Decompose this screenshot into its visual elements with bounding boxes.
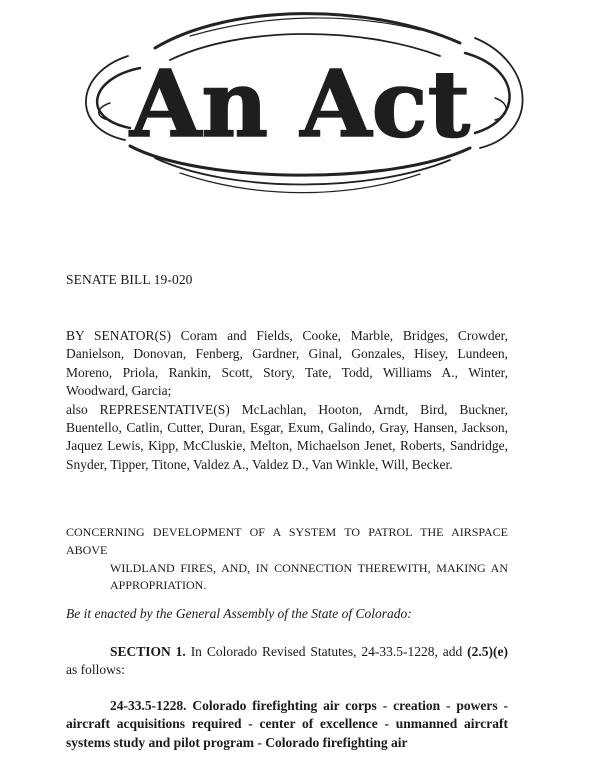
concerning-rest: WILDLAND FIRES, AND, IN CONNECTION THEREWITH, MAKING AN APPROPRIATION. [110,560,508,593]
house-sponsors: also REPRESENTATIVE(S) McLachlan, Hooton, Arndt, Bird, Buckner, Buentello, Catlin, Cutter, Duran, Esgar, Exum, Galindo, Gray, Hansen, Jackson, Jaquez Lewis, Kipp, McCluskie, Melton, Michaelson Jenet, Roberts, Sandridge, Snyder, Tipper, Titone, Valdez A., Valdez D., Van Winkle, Will, Becker. [66,401,508,472]
section-text: In Colorado Revised Statutes, 24-33.5-1228, add [185,644,463,659]
senate-sponsors: BY SENATOR(S) Coram and Fields, Cooke, Marble, Bridges, Crowder, Danielson, Donovan, Fenberg, Gardner, Ginal, Gonzales, Hisey, Lundeen, Moreno, Priola, Rankin, Scott, Story, Tate, Todd, Williams A., Winter, Woodward, Garcia; [66,328,508,399]
header-title: An Act [129,50,471,158]
section-1 [66,643,508,680]
section-label: SECTION 1. [110,644,186,659]
sponsors-block [66,327,508,474]
enacting-clause: Be it enacted by the General Assembly of the State of Colorado: [66,606,412,621]
section-tail: as follows: [66,662,125,678]
an-act-header [70,8,530,198]
header-flourish [70,8,530,198]
bill-number: SENATE BILL 19-020 [66,272,193,287]
concerning-line1: CONCERNING DEVELOPMENT OF A SYSTEM TO PATROL THE AIRSPACE ABOVE [66,525,508,557]
concerning-clause [66,524,508,595]
section-amend-ref: (2.5)(e) [467,644,509,659]
statute-heading: 24-33.5-1228. Colorado firefighting air corps - creation - powers - aircraft acquisitions required - center of excellence - unmanned aircraft systems study and pilot program - Colorado firefighting air [66,698,508,750]
